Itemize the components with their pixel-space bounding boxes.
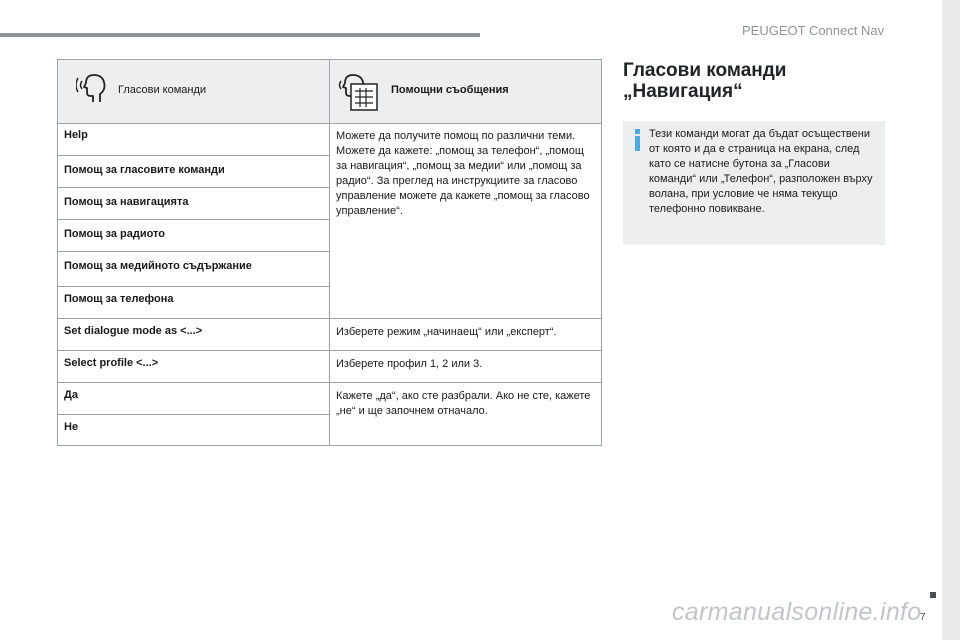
command-navigation-help: Помощ за навигацията xyxy=(64,196,189,208)
voice-commands-table xyxy=(57,59,602,446)
command-help: Help xyxy=(64,129,88,141)
row-divider xyxy=(58,286,329,287)
command-voice-help: Помощ за гласовите команди xyxy=(64,164,225,176)
command-yes: Да xyxy=(64,389,78,401)
command-dialogue-mode: Set dialogue mode as <...> xyxy=(64,325,203,337)
row-divider xyxy=(58,155,329,156)
row-divider xyxy=(58,251,329,252)
info-note-text: Тези команди могат да бъдат осъществени от която и да е страница на екрана, след като се натисне бутона за „Гласови команди“ или „Телефон“, разположен върху волана, при условие че няма текущо телефонно повикване. xyxy=(649,128,873,215)
section-title-line-1: Гласови команди xyxy=(623,60,787,81)
header-help-messages: Помощни съобщения xyxy=(391,84,509,96)
row-divider xyxy=(58,187,329,188)
speaking-head-keyboard-icon xyxy=(337,70,379,112)
command-no: Не xyxy=(64,421,79,433)
running-head: PEUGEOT Connect Nav xyxy=(742,23,885,38)
description-select-profile: Изберете профил 1, 2 или 3. xyxy=(336,358,483,370)
info-note xyxy=(623,121,885,245)
description-dialogue-mode: Изберете режим „начинаещ“ или „експерт“. xyxy=(336,326,557,338)
side-strip xyxy=(942,0,960,640)
row-divider xyxy=(58,382,601,383)
description-yes-no: Кажете „да“, ако сте разбрали. Ако не сте, кажете „не“ и ще започнем отначало. xyxy=(336,390,591,417)
command-media-help: Помощ за медийното съдържание xyxy=(64,260,252,272)
row-divider xyxy=(58,219,329,220)
speaking-head-icon xyxy=(76,72,106,108)
info-icon xyxy=(633,129,643,151)
header-voice-commands: Гласови команди xyxy=(118,84,207,96)
watermark: carmanualsonline.info xyxy=(672,598,922,626)
command-radio-help: Помощ за радиото xyxy=(64,228,166,240)
column-divider xyxy=(329,60,330,445)
row-divider xyxy=(58,318,601,319)
section-title xyxy=(623,60,786,102)
page-number: 7 xyxy=(920,612,926,623)
header-rule xyxy=(0,33,480,37)
command-select-profile: Select profile <...> xyxy=(64,357,159,369)
section-title-line-2: „Навигация“ xyxy=(623,81,743,102)
page-marker xyxy=(930,592,936,598)
row-divider xyxy=(58,350,601,351)
description-help: Можете да получите помощ по различни теми. Можете да кажете: „помощ за телефон“, „помощ за навигация“, „помощ за медии“ или „помощ за радио“. За преглед на инструкциите за гласово управление можете да кажете „помощ за гласово управление“. xyxy=(336,130,590,217)
command-phone-help: Помощ за телефона xyxy=(64,293,174,305)
row-divider xyxy=(58,414,329,415)
row-divider xyxy=(58,123,601,124)
